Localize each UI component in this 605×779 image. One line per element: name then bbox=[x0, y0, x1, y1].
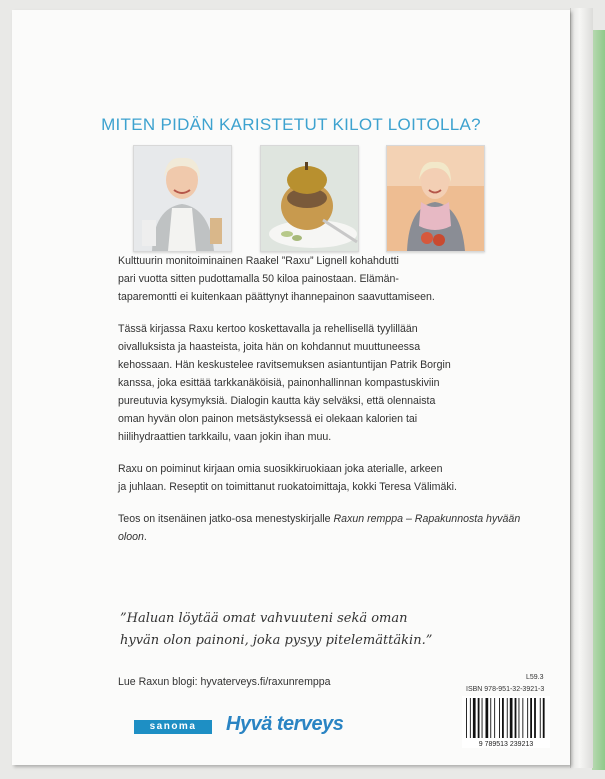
back-cover bbox=[12, 10, 570, 765]
barcode bbox=[462, 696, 550, 748]
barcode-bar bbox=[499, 698, 500, 738]
quote: ”Haluan löytää omat vahvuuteni sekä oman hyvän olon painoni, joka pysyy pitelemättäkin.” bbox=[120, 611, 433, 648]
book-spine bbox=[570, 8, 593, 768]
barcode-number: 9 789513 239213 bbox=[478, 741, 534, 748]
photo-woman-scarf bbox=[386, 145, 485, 252]
blog-link: Lue Raxun blogi: hyvaterveys.fi/raxunremppa bbox=[118, 676, 331, 688]
barcode-bar bbox=[540, 698, 541, 738]
barcode-bar bbox=[502, 698, 504, 738]
hyva-terveys-logo: Hyvä terveys bbox=[226, 713, 344, 735]
paragraph-recipes: Raxu on poiminut kirjaan omia suosikkiruokiaan joka aterialle, arkeen ja juhlaan. Reseptit on toimittanut ruokatoimittaja, kokki Teresa Välimäki. bbox=[118, 463, 457, 493]
photo-stuffed-apple-illustration bbox=[261, 146, 358, 251]
barcode-bar bbox=[530, 698, 532, 738]
sanoma-logo: sanoma bbox=[134, 720, 212, 734]
barcode-bar bbox=[490, 698, 491, 738]
photo-woman-apron-illustration bbox=[134, 146, 231, 251]
barcode-bar bbox=[515, 698, 517, 738]
paragraph-intro: Kulttuurin monitoiminainen Raakel ”Raxu” Lignell kohahdutti pari vuotta sitten pudottamalla 50 kiloa painostaan. Elämän- taparemontti ei kuitenkaan päättynyt ihannepainon saavuttamiseen. bbox=[118, 255, 435, 303]
barcode-bar bbox=[494, 698, 495, 738]
barcode-bar bbox=[482, 698, 483, 738]
barcode-bar bbox=[522, 698, 523, 738]
barcode-bar bbox=[507, 698, 508, 738]
price-code: L59.3 bbox=[526, 674, 544, 681]
barcode-bar bbox=[527, 698, 528, 738]
barcode-bar bbox=[466, 698, 467, 738]
photo-woman-scarf-illustration bbox=[387, 146, 484, 251]
barcode-bar bbox=[473, 698, 476, 738]
barcode-bar bbox=[470, 698, 471, 738]
barcode-bar bbox=[486, 698, 489, 738]
sequel-title: Raxun remppa – Rapakunnosta hyvään oloon bbox=[118, 513, 521, 543]
headline: MITEN PIDÄN KARISTETUT KILOT LOITOLLA? bbox=[101, 115, 481, 134]
paragraph-book: Tässä kirjassa Raxu kertoo koskettavalla ja rehellisellä tyylillään oivalluksista ja haasteista, joita hän on kohdannut muuttuneessa kehossaan. Hän keskustelee ravitsemuksen asiantuntijan Patrik Borgin kanssa, joka esittää tarkkanäköisiä, painonhallinnan kompastuskiviin pureutuvia kysymyksiä. Dialogin kautta käy selväksi, että olennaista oman hyvän olon painon metsästyksessä ei olekaan kalorien tai hiilihydraattien tarkkailu, vaan jokin ihan muu. bbox=[118, 323, 451, 443]
isbn: ISBN 978-951-32-3921-3 bbox=[466, 686, 545, 693]
sequel-suffix: . bbox=[143, 531, 147, 543]
page-edge bbox=[592, 30, 605, 770]
sequel-prefix: Teos on itsenäinen jatko-osa menestyskirjalle bbox=[118, 513, 334, 525]
barcode-bar bbox=[478, 698, 480, 738]
barcode-bar bbox=[543, 698, 545, 738]
photo-stuffed-apple bbox=[260, 145, 359, 252]
barcode-bar bbox=[519, 698, 520, 738]
paragraph-sequel bbox=[118, 510, 548, 546]
description bbox=[118, 252, 548, 560]
photo-woman-apron bbox=[133, 145, 232, 252]
barcode-bar bbox=[510, 698, 513, 738]
barcode-bar bbox=[534, 698, 536, 738]
